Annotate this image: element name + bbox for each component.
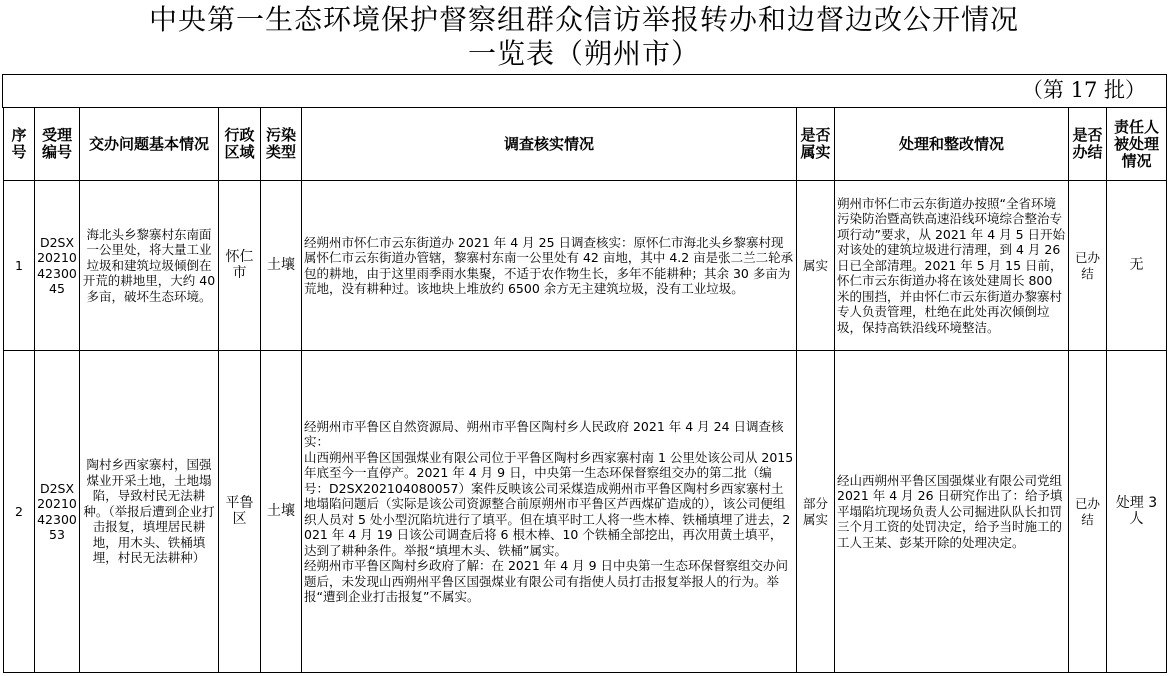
- cell-issue: 海北头乡黎寨村东南面一公里处，将大量工业垃圾和建筑垃圾倾倒在开荒的耕地里，大约 40 多亩，破坏生态环境。: [80, 181, 219, 351]
- cell-pollution: 土壤: [261, 351, 302, 673]
- header-frame-top: [2, 74, 1167, 75]
- title-line-1: 中央第一生态环境保护督察组群众信访举报转办和边督边改公开情况: [148, 3, 1019, 36]
- header-district: 行政区域: [219, 108, 261, 181]
- header-seq: 序号: [4, 108, 35, 181]
- cell-closed: 已办结: [1069, 181, 1107, 351]
- table-header-row: [4, 108, 1167, 181]
- cell-investigation: 经朔州市平鲁区自然资源局、朔州市平鲁区陶村乡人民政府 2021 年 4 月 24 日调查核实： 山西朔州平鲁区国强煤业有限公司位于平鲁区陶村乡西家寨村南 1 公里处该公司从 2015 年底至今一直停产。2021 年 4 月 9 日，中央第一生态环保督察组交办的第二批（编号：D2SX202104080057）案件反映该公司采煤造成朔州市平鲁区陶村乡西家寨村土地塌陷问题后（实际是该公司资源整合前原朔州市平鲁区芦西煤矿造成的），该公司便组织人员对 5 处小型沉陷坑进行了填平。但在填平时工人将一些木棒、铁桶填埋了进去，2021 年 4 月 19 日该公司调查后将 6 根木棒、10 个铁桶全部挖出，再次用黄土填平，达到了耕种条件。举报“填埋木头、铁桶”属实。 经朔州市平鲁区陶村乡政府了解：在 2021 年 4 月 9 日中央第一生态环保督察组交办问题后，未发现山西朔州平鲁区国强煤业有限公司有指使人员打击报复举报人的行为。举报“遭到企业打击报复”不属实。: [302, 351, 797, 673]
- header-handling: 处理和整改情况: [835, 108, 1069, 181]
- cell-accountability: 处理 3 人: [1107, 351, 1167, 673]
- cell-issue: 陶村乡西家寨村，国强煤业开采土地，土地塌陷，导致村民无法耕种。（举报后遭到企业打击报复，填埋居民耕地，用木头、铁桶填埋，村民无法耕种）: [80, 351, 219, 673]
- disclosure-table: [3, 107, 1167, 673]
- cell-closed: 已办结: [1069, 351, 1107, 673]
- cell-district: 怀仁市: [219, 181, 261, 351]
- table-row: [4, 351, 1167, 673]
- cell-seq: 2: [4, 351, 35, 673]
- table-row: [4, 181, 1167, 351]
- cell-verified: 部分属实: [797, 351, 835, 673]
- cell-accountability: 无: [1107, 181, 1167, 351]
- batch-number: （第 17 批）: [1021, 78, 1146, 102]
- header-verified: 是否属实: [797, 108, 835, 181]
- cell-handling: 经山西朔州平鲁区国强煤业有限公司党组 2021 年 4 月 26 日研究作出了：给予填平塌陷坑现场负责人公司掘进队队长扣罚三个月工资的处罚决定，给予当时施工的工人王某、彭某开除的处理决定。: [835, 351, 1069, 673]
- cell-handling: 朔州市怀仁市云东街道办按照“全省环境污染防治暨高铁高速沿线环境综合整治专项行动”要求，从 2021 年 4 月 5 日开始对该处的建筑垃圾进行清理，到 4 月 26 日已全部清理。2021 年 5 月 15 日前，怀仁市云东街道办将在该处建周长 800 米的围挡，并由怀仁市云东街道办黎寨村专人负责管理，杜绝在此处再次倾倒垃圾，保持高铁沿线环境整洁。: [835, 181, 1069, 351]
- header-pollution: 污染类型: [261, 108, 302, 181]
- cell-investigation: 经朔州市怀仁市云东街道办 2021 年 4 月 25 日调查核实：原怀仁市海北头乡黎寨村现属怀仁市云东街道办管辖，黎寨村东南一公里处有 42 亩地，其中 4.2 亩是张二兰二轮承包的耕地，由于这里雨季雨水集聚，不适于农作物生长，多年不能耕种；其余 30 多亩为荒地，没有耕种过。该地块上堆放约 6500 余方无主建筑垃圾，没有工业垃圾。: [302, 181, 797, 351]
- header-frame-right: [1166, 74, 1167, 108]
- cell-verified: 属实: [797, 181, 835, 351]
- title-line-2: 一览表（朔州市）: [467, 37, 700, 70]
- cell-pollution: 土壤: [261, 181, 302, 351]
- header-accountability: 责任人被处理情况: [1107, 108, 1167, 181]
- header-issue: 交办问题基本情况: [80, 108, 219, 181]
- header-investigation: 调查核实情况: [302, 108, 797, 181]
- cell-code: D2SX202104230053: [35, 351, 80, 673]
- cell-code: D2SX202104230045: [35, 181, 80, 351]
- cell-district: 平鲁区: [219, 351, 261, 673]
- header-closed: 是否办结: [1069, 108, 1107, 181]
- header-frame-left: [2, 74, 3, 108]
- header-code: 受理编号: [35, 108, 80, 181]
- cell-seq: 1: [4, 181, 35, 351]
